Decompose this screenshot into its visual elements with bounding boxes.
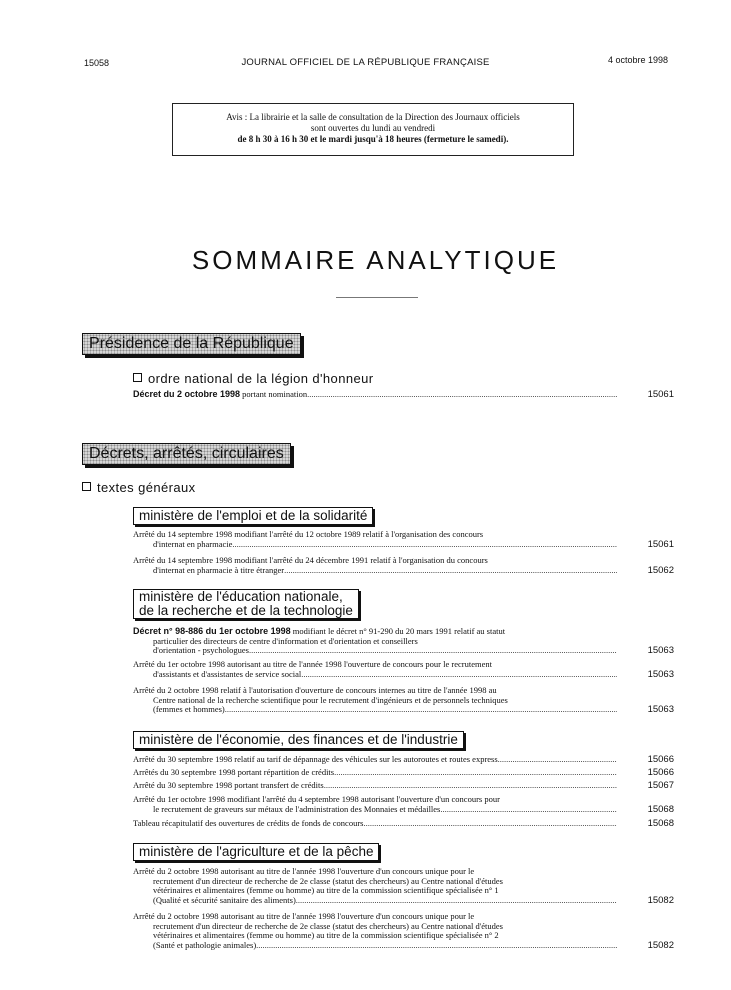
entry-last-line: le recrutement de graveurs sur métaux de l'administration des Monnaies et médailles xyxy=(153,803,441,814)
leader-dots xyxy=(232,540,617,550)
journal-title: JOURNAL OFFICIEL DE LA RÉPUBLIQUE FRANÇAISE xyxy=(241,57,490,68)
entry-page: 15082 xyxy=(647,939,674,951)
entry-last-line: Arrêté du 30 septembre 1998 relatif au tarif de dépannage des véhicules sur les autoroutes et routes express xyxy=(133,754,498,764)
notice-line-3: de 8 h 30 à 16 h 30 et le mardi jusqu'à 18 heures (fermeture le samedi). xyxy=(237,134,509,144)
entry-line: recrutement d'un directeur de recherche de 2e classe (statut des chercheurs) au Centre national d'études xyxy=(153,921,503,931)
entry-education-1 xyxy=(133,627,674,656)
leader-dots xyxy=(334,768,617,778)
leader-dots xyxy=(284,566,617,576)
leader-dots xyxy=(440,805,617,815)
entry-agriculture-1 xyxy=(133,867,674,906)
entry-page: 15067 xyxy=(647,780,674,791)
heading-textes-generaux xyxy=(82,480,196,495)
entry-line: Arrêté du 1er octobre 1998 modifiant l'arrêté du 4 septembre 1998 autorisant l'ouverture d'un concours pour xyxy=(133,795,500,804)
page-number: 15058 xyxy=(84,58,110,68)
entry-line: modifiant le décret n° 91-290 du 20 mars 1991 relatif au statut xyxy=(290,627,506,636)
entry-last-line: (Qualité et sécurité sanitaire des aliments) xyxy=(153,894,296,905)
entry-last-line: Arrêté du 30 septembre 1998 portant transfert de crédits xyxy=(133,780,324,790)
checkbox-bullet-icon xyxy=(82,482,91,491)
leader-dots xyxy=(363,819,617,829)
entry-last-line: Tableau récapitulatif des ouvertures de crédits de fonds de concours xyxy=(133,818,364,828)
entry-line: Arrêté du 2 octobre 1998 autorisant au titre de l'année 1998 l'ouverture d'un concours unique pour le xyxy=(133,912,475,921)
entry-line: Arrêté du 2 octobre 1998 autorisant au titre de l'année 1998 l'ouverture d'un concours unique pour le xyxy=(133,867,475,876)
entry-emploi-1 xyxy=(133,530,674,550)
issue-date: 4 octobre 1998 xyxy=(607,55,668,65)
entry-last-line: d'orientation - psychologues xyxy=(153,645,249,655)
entry-page: 15062 xyxy=(647,564,674,576)
leader-dots xyxy=(225,705,617,715)
entry-economie-4 xyxy=(133,795,674,815)
entry-page: 15061 xyxy=(647,389,674,400)
entry-economie-2 xyxy=(133,767,674,778)
notice-line-1: Avis : La librairie et la salle de consultation de la Direction des Journaux officiels xyxy=(226,112,520,122)
section-presidence: Présidence de la République xyxy=(82,333,301,355)
heading-textes-label: textes généraux xyxy=(97,480,196,495)
entry-economie-1 xyxy=(133,754,674,765)
checkbox-bullet-icon xyxy=(133,373,142,382)
leader-dots xyxy=(301,670,617,680)
entry-page: 15063 xyxy=(647,704,674,715)
entry-economie-3 xyxy=(133,780,674,791)
entry-line: vétérinaires et alimentaires (femme ou homme) au titre de la commission scientifique spécialisée n° 1 xyxy=(153,886,499,895)
leader-dots xyxy=(296,896,617,906)
entry-page: 15068 xyxy=(647,803,674,815)
page-title: SOMMAIRE ANALYTIQUE xyxy=(191,245,560,275)
entry-page: 15082 xyxy=(647,894,674,906)
entry-line: vétérinaires et alimentaires (femme ou homme) au titre de la commission scientifique spécialisée n° 2 xyxy=(153,931,499,940)
entry-page: 15066 xyxy=(647,754,674,765)
notice-box xyxy=(172,103,574,156)
heading-legion-label: ordre national de la légion d'honneur xyxy=(148,371,374,386)
entry-line: recrutement d'un directeur de recherche de 2e classe (statut des chercheurs) au Centre national d'études xyxy=(153,876,503,886)
leader-dots xyxy=(249,646,617,656)
entry-bold: Décret du 2 octobre 1998 xyxy=(133,389,241,399)
leader-dots xyxy=(307,390,617,400)
entry-page: 15066 xyxy=(647,767,674,778)
notice-line-2: sont ouvertes du lundi au vendredi xyxy=(310,123,436,133)
leader-dots xyxy=(498,755,617,765)
entry-last-line: Arrêtés du 30 septembre 1998 portant répartition de crédits xyxy=(133,767,335,777)
entry-page: 15068 xyxy=(647,818,674,829)
leader-dots xyxy=(324,781,617,791)
entry-bold: Décret n° 98-886 du 1er octobre 1998 xyxy=(133,627,291,636)
entry-page: 15063 xyxy=(647,668,674,680)
entry-page: 15063 xyxy=(647,645,674,656)
entry-page: 15061 xyxy=(647,538,674,550)
ministry-education xyxy=(133,589,359,619)
entry-education-3 xyxy=(133,686,674,715)
entry-line: Arrêté du 2 octobre 1998 relatif à l'autorisation d'ouverture de concours internes au titre de l'année 1998 au xyxy=(133,686,497,695)
title-divider xyxy=(336,297,418,298)
entry-line: particulier des directeurs de centre d'information et d'orientation et conseillers xyxy=(153,636,418,646)
entry-emploi-2 xyxy=(133,556,674,576)
entry-economie-5 xyxy=(133,818,674,829)
ministry-label-line-1: ministère de l'éducation nationale, xyxy=(139,589,343,604)
entry-line: Arrêté du 1er octobre 1998 autorisant au titre de l'année 1998 l'ouverture de concours pour le recrutement xyxy=(133,660,492,669)
ministry-economie: ministère de l'économie, des finances et de l'industrie xyxy=(133,731,464,749)
heading-legion-honneur xyxy=(133,371,373,386)
ministry-emploi: ministère de l'emploi et de la solidarité xyxy=(133,507,373,525)
section-decrets: Décrets, arrêtés, circulaires xyxy=(82,443,291,465)
entry-last-line: (Santé et pathologie animales) xyxy=(153,939,257,950)
entry-line: Centre national de la recherche scientifique pour le recrutement d'ingénieurs et de personnels techniques xyxy=(153,695,508,705)
entry-line: Arrêté du 14 septembre 1998 modifiant l'arrêté du 12 octobre 1989 relatif à l'organisation des concours xyxy=(133,530,484,539)
entry-line: Arrêté du 14 septembre 1998 modifiant l'arrêté du 24 décembre 1991 relatif à l'organisation du concours xyxy=(133,556,488,565)
entry-decret-nomination xyxy=(133,389,674,400)
entry-last-line: d'internat en pharmacie à titre étranger xyxy=(153,564,285,575)
ministry-label-line-2: de la recherche et de la technologie xyxy=(139,603,353,618)
entry-text: portant nomination xyxy=(240,389,308,399)
entry-education-2 xyxy=(133,660,674,680)
leader-dots xyxy=(256,941,617,951)
entry-agriculture-2 xyxy=(133,912,674,951)
ministry-agriculture: ministère de l'agriculture et de la pêche xyxy=(133,843,379,861)
entry-last-line: d'assistants et d'assistantes de service social xyxy=(153,668,302,679)
entry-last-line: (femmes et hommes) xyxy=(153,704,225,714)
entry-last-line: d'internat en pharmacie xyxy=(153,538,233,549)
